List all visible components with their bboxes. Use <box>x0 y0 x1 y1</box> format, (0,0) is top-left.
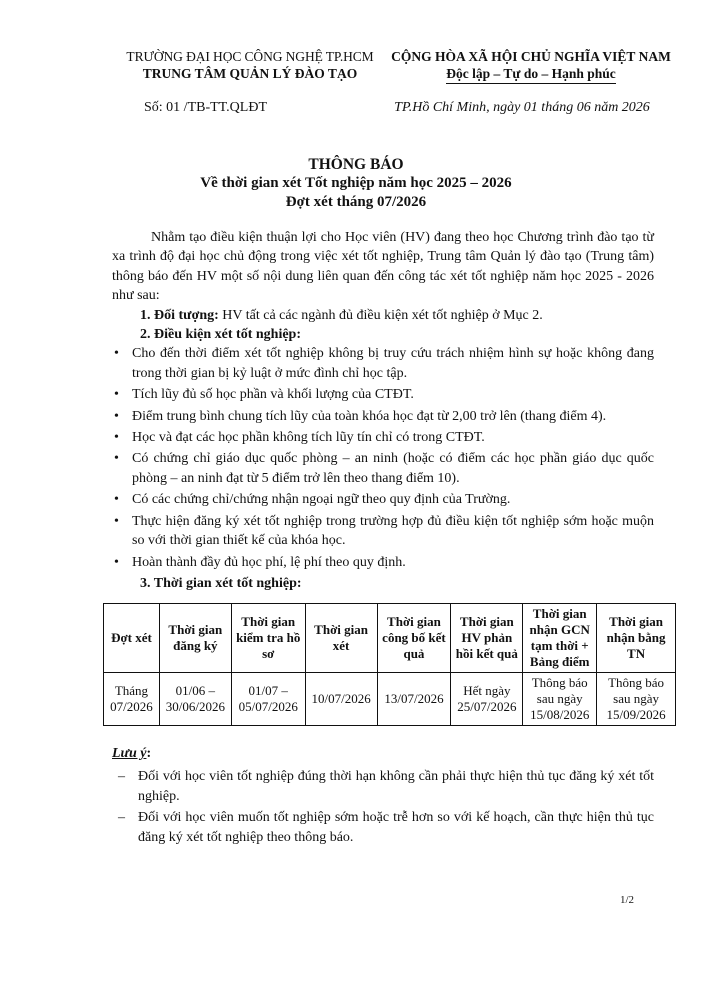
issuing-organization <box>95 48 405 82</box>
country-name: CỘNG HÒA XÃ HỘI CHỦ NGHĨA VIỆT NAM <box>391 49 671 64</box>
section-2 <box>112 325 654 344</box>
notes-label: Lưu ý <box>112 746 147 761</box>
place-date: TP.Hồ Chí Minh, ngày 01 tháng 06 năm 2026 <box>394 100 650 115</box>
list-item-text: Học và đạt các học phần không tích lũy tín chỉ có trong CTĐT. <box>132 430 485 446</box>
bullet-icon: • <box>114 430 119 446</box>
list-item <box>108 385 654 404</box>
table-cell: 13/07/2026 <box>377 673 451 726</box>
column-header: Đợt xét <box>104 604 160 673</box>
motto: Độc lập – Tự do – Hạnh phúc <box>446 65 616 84</box>
notice-title <box>56 155 656 212</box>
list-item <box>108 490 654 509</box>
table-cell: 01/07 – 05/07/2026 <box>231 673 305 726</box>
bullet-icon: • <box>114 387 119 403</box>
list-item-text: Cho đến thời điểm xét tốt nghiệp không bị truy cứu trách nhiệm hình sự hoặc không đang trong thời gian bị kỷ luật ở mức đình chỉ học tập. <box>132 346 654 381</box>
bullet-icon: • <box>114 513 119 529</box>
table-header-row <box>104 604 676 673</box>
title-line-2: Về thời gian xét Tốt nghiệp năm học 2025 – 2026 <box>200 175 512 191</box>
list-item <box>112 767 654 806</box>
column-header: Thời gian kiểm tra hồ sơ <box>231 604 305 673</box>
notes-list <box>112 767 654 847</box>
column-header: Thời gian công bố kết quả <box>377 604 451 673</box>
list-item <box>108 344 654 383</box>
notes-colon: : <box>146 746 152 761</box>
list-item <box>112 808 654 847</box>
intro-paragraph: Nhằm tạo điều kiện thuận lợi cho Học viên (HV) đang theo học Chương trình đào tạo từ xa trình độ đại học chủ động trong việc xét tốt nghiệp, Trung tâm Quản lý đào tạo (Trung tâm) thông báo đến HV một số nội dung liên quan đến công tác xét tốt nghiệp năm học 2025 - 2026 như sau: <box>112 230 654 304</box>
table-cell: Thông báo sau ngày 15/08/2026 <box>523 673 597 726</box>
list-item-text: Hoàn thành đầy đủ học phí, lệ phí theo quy định. <box>132 554 406 570</box>
column-header: Thời gian đăng ký <box>159 604 231 673</box>
table-cell: Tháng 07/2026 <box>104 673 160 726</box>
department-name: TRUNG TÂM QUẢN LÝ ĐÀO TẠO <box>142 66 358 81</box>
list-item <box>108 512 654 551</box>
table-cell: Thông báo sau ngày 15/09/2026 <box>597 673 676 726</box>
page-number: 1/2 <box>620 894 635 906</box>
list-item-text: Điểm trung bình chung tích lũy của toàn khóa học đạt từ 2,00 trở lên (thang điểm 4). <box>132 408 607 424</box>
column-header: Thời gian xét <box>305 604 377 673</box>
document-number: Số: 01 /TB-TT.QLĐT <box>144 100 268 115</box>
list-item <box>108 553 654 572</box>
bullet-icon: • <box>114 451 119 467</box>
dash-icon: – <box>118 769 125 785</box>
column-header: Thời gian HV phản hồi kết quả <box>451 604 523 673</box>
university-name: TRƯỜNG ĐẠI HỌC CÔNG NGHỆ TP.HCM <box>126 49 374 64</box>
section-1 <box>112 306 654 325</box>
list-item-text: Đối với học viên muốn tốt nghiệp sớm hoặc trễ hơn so với kế hoạch, cần thực hiện thủ tục đăng ký xét tốt nghiệp theo thông báo. <box>138 810 654 845</box>
title-line-1: THÔNG BÁO <box>308 156 404 173</box>
table-cell: 10/07/2026 <box>305 673 377 726</box>
list-item <box>108 449 654 488</box>
dash-icon: – <box>118 810 125 826</box>
section-1-label: 1. Đối tượng: <box>140 307 219 323</box>
notice-body <box>112 228 654 593</box>
section-3 <box>112 574 654 593</box>
table-cell: Hết ngày 25/07/2026 <box>451 673 523 726</box>
column-header: Thời gian nhận GCN tạm thời + Bảng điểm <box>523 604 597 673</box>
section-1-text: HV tất cả các ngành đủ điều kiện xét tốt nghiệp ở Mục 2. <box>218 307 543 323</box>
list-item-text: Thực hiện đăng ký xét tốt nghiệp trong trường hợp đủ điều kiện tốt nghiệp sớm hoặc muộn so với thời gian thiết kế của khóa học. <box>132 513 654 549</box>
title-line-3: Đợt xét tháng 07/2026 <box>285 194 427 210</box>
section-3-label: 3. Thời gian xét tốt nghiệp: <box>140 575 302 591</box>
bullet-icon: • <box>114 346 119 362</box>
list-item-text: Có các chứng chỉ/chứng nhận ngoại ngữ theo quy định của Trường. <box>132 492 511 508</box>
bullet-icon: • <box>114 554 119 570</box>
notes-heading <box>112 744 654 763</box>
list-item <box>108 428 654 447</box>
section-2-label: 2. Điều kiện xét tốt nghiệp: <box>140 327 301 343</box>
schedule-table-wrapper <box>103 603 676 726</box>
schedule-table <box>103 603 676 726</box>
list-item-text: Tích lũy đủ số học phần và khối lượng của CTĐT. <box>132 387 414 403</box>
notes-section <box>112 744 654 849</box>
column-header: Thời gian nhận bằng TN <box>597 604 676 673</box>
list-item-text: Đối với học viên tốt nghiệp đúng thời hạn không cần phải thực hiện thủ tục đăng ký xét tốt nghiệp. <box>138 769 654 804</box>
table-cell: 01/06 – 30/06/2026 <box>159 673 231 726</box>
bullet-icon: • <box>114 408 119 424</box>
list-item <box>108 407 654 426</box>
table-row <box>104 673 676 726</box>
national-motto <box>376 48 686 84</box>
conditions-list <box>112 344 654 571</box>
list-item-text: Có chứng chỉ giáo dục quốc phòng – an ninh (hoặc có điểm các học phần giáo dục quốc phòng – an ninh đạt từ 5 điểm trở lên theo thang điểm 10). <box>132 451 654 486</box>
bullet-icon: • <box>114 492 119 508</box>
